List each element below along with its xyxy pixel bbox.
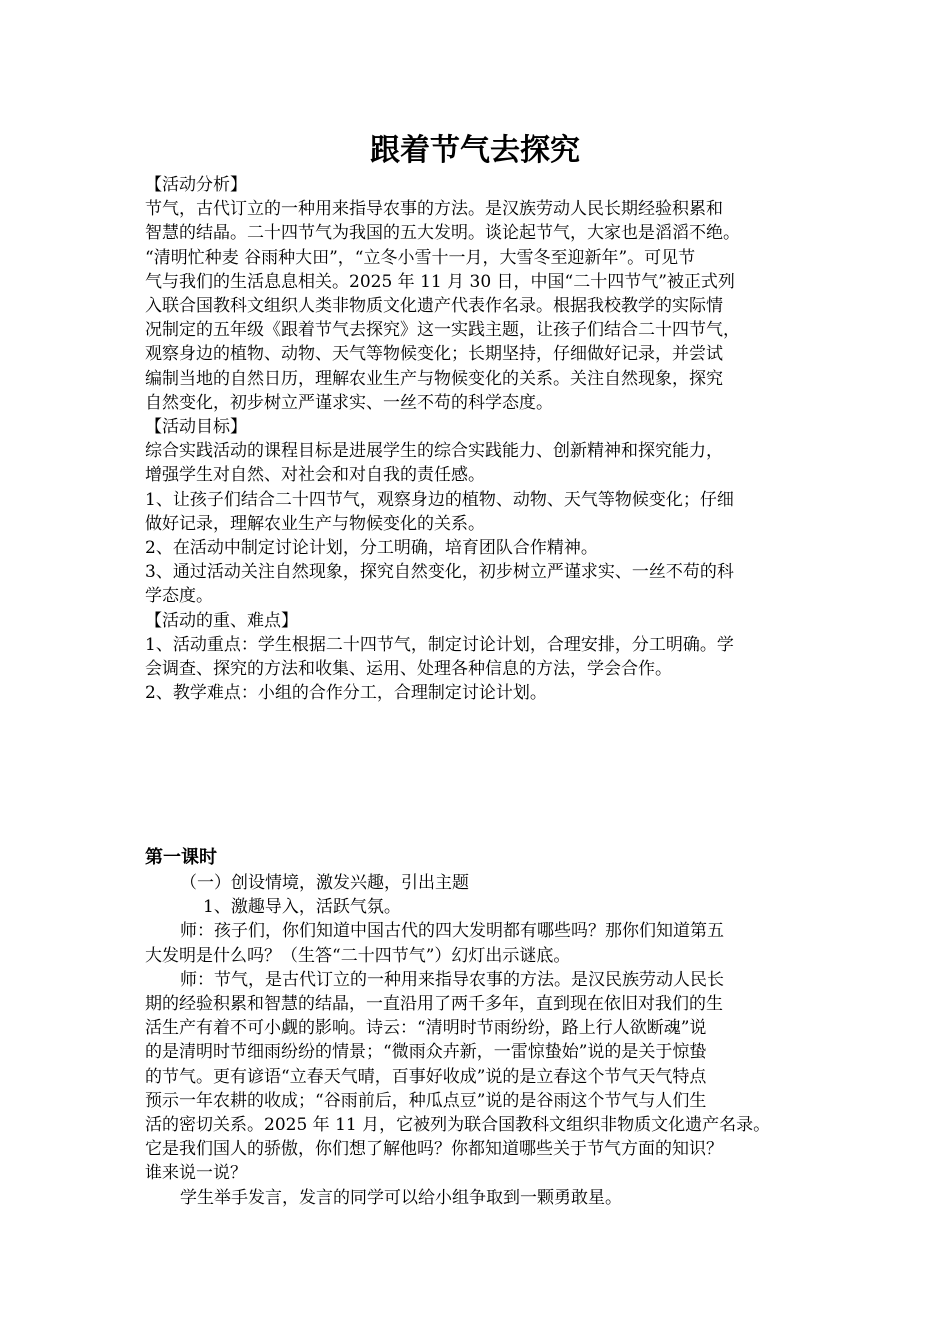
paragraph-line: 的是清明时节细雨纷纷的情景；“微雨众卉新，一雷惊蛰始”说的是关于惊蛰 <box>145 1042 707 1063</box>
goals-line: 2、在活动中制定讨论计划，分工明确，培育团队合作精神。 <box>145 538 598 559</box>
goals-line: 综合实践活动的课程目标是进展学生的综合实践能力、创新精神和探究能力， <box>145 441 723 462</box>
analysis-line: 编制当地的自然日历，理解农业生产与物候变化的关系。关注自然现象，探究 <box>145 368 723 389</box>
paragraph-line: 期的经验积累和智慧的结晶，一直沿用了两千多年，直到现在依旧对我们的生 <box>145 994 723 1015</box>
keypoints-line: 会调查、探究的方法和收集、运用、处理各种信息的方法，学会合作。 <box>145 659 672 680</box>
keypoints-heading: 【活动的重、难点】 <box>145 610 298 631</box>
analysis-line: 节气，古代订立的一种用来指导农事的方法。是汉族劳动人民长期经验积累和 <box>145 199 723 220</box>
subsection-heading: 1、激趣导入，活跃气氛。 <box>203 897 401 918</box>
paragraph-line: 活的密切关系。2025 年 11 月，它被列为联合国教科文组织非物质文化遗产名录。 <box>145 1115 771 1136</box>
analysis-line: 观察身边的植物、动物、天气等物候变化；长期坚持，仔细做好记录，并尝试 <box>145 344 723 365</box>
analysis-line: 自然变化，初步树立严谨求实、一丝不苟的科学态度。 <box>145 392 553 413</box>
goals-line: 做好记录，理解农业生产与物候变化的关系。 <box>145 513 485 534</box>
lesson-title: 第一课时 <box>145 847 217 868</box>
analysis-line: 气与我们的生活息息相关。2025 年 11 月 30 日，中国“二十四节气”被正式列 <box>145 271 735 292</box>
analysis-line: 智慧的结晶。二十四节气为我国的五大发明。谈论起节气，大家也是滔滔不绝。 <box>145 223 740 244</box>
goals-line: 增强学生对自然、对社会和对自我的责任感。 <box>145 465 485 486</box>
paragraph-line: 师：孩子们，你们知道中国古代的四大发明都有哪些吗？那你们知道第五 <box>180 921 724 942</box>
paragraph-line: 师：节气，是古代订立的一种用来指导农事的方法。是汉民族劳动人民长 <box>180 969 724 990</box>
paragraph-line: 学生举手发言，发言的同学可以给小组争取到一颗勇敢星。 <box>180 1187 622 1208</box>
goals-line: 学态度。 <box>145 586 213 607</box>
analysis-line: “清明忙种麦 谷雨种大田”，“立冬小雪十一月，大雪冬至迎新年”。可见节 <box>145 247 696 268</box>
analysis-line: 入联合国教科文组织人类非物质文化遗产代表作名录。根据我校教学的实际情 <box>145 296 723 317</box>
overview-section <box>145 173 825 705</box>
paragraph-line: 活生产有着不可小觑的影响。诗云：“清明时节雨纷纷，路上行人欲断魂”说 <box>145 1018 707 1039</box>
document-title: 跟着节气去探究 <box>370 133 580 168</box>
goals-heading: 【活动目标】 <box>145 417 247 438</box>
paragraph-line: 它是我们国人的骄傲，你们想了解他吗？你都知道哪些关于节气方面的知识？ <box>145 1139 723 1160</box>
paragraph-line: 谁来说一说？ <box>145 1163 247 1184</box>
lesson-section <box>145 845 825 1210</box>
goals-line: 3、通过活动关注自然现象，探究自然变化，初步树立严谨求实、一丝不苟的科 <box>145 562 734 583</box>
paragraph-line: 的节气。更有谚语“立春天气晴，百事好收成”说的是立春这个节气天气特点 <box>145 1066 707 1087</box>
keypoints-line: 1、活动重点：学生根据二十四节气，制定讨论计划，合理安排，分工明确。学 <box>145 634 734 655</box>
paragraph-line: 大发明是什么吗？（生答“二十四节气”）幻灯出示谜底。 <box>145 945 571 966</box>
section-heading: （一）创设情境，激发兴趣，引出主题 <box>180 873 469 893</box>
analysis-line: 况制定的五年级《跟着节气去探究》这一实践主题，让孩子们结合二十四节气， <box>145 320 740 341</box>
paragraph-line: 预示一年农耕的收成；“谷雨前后，种瓜点豆”说的是谷雨这个节气与人们生 <box>145 1090 707 1111</box>
goals-line: 1、让孩子们结合二十四节气，观察身边的植物、动物、天气等物候变化；仔细 <box>145 489 734 510</box>
keypoints-line: 2、教学难点：小组的合作分工，合理制定讨论计划。 <box>145 683 547 704</box>
analysis-heading: 【活动分析】 <box>145 175 247 195</box>
